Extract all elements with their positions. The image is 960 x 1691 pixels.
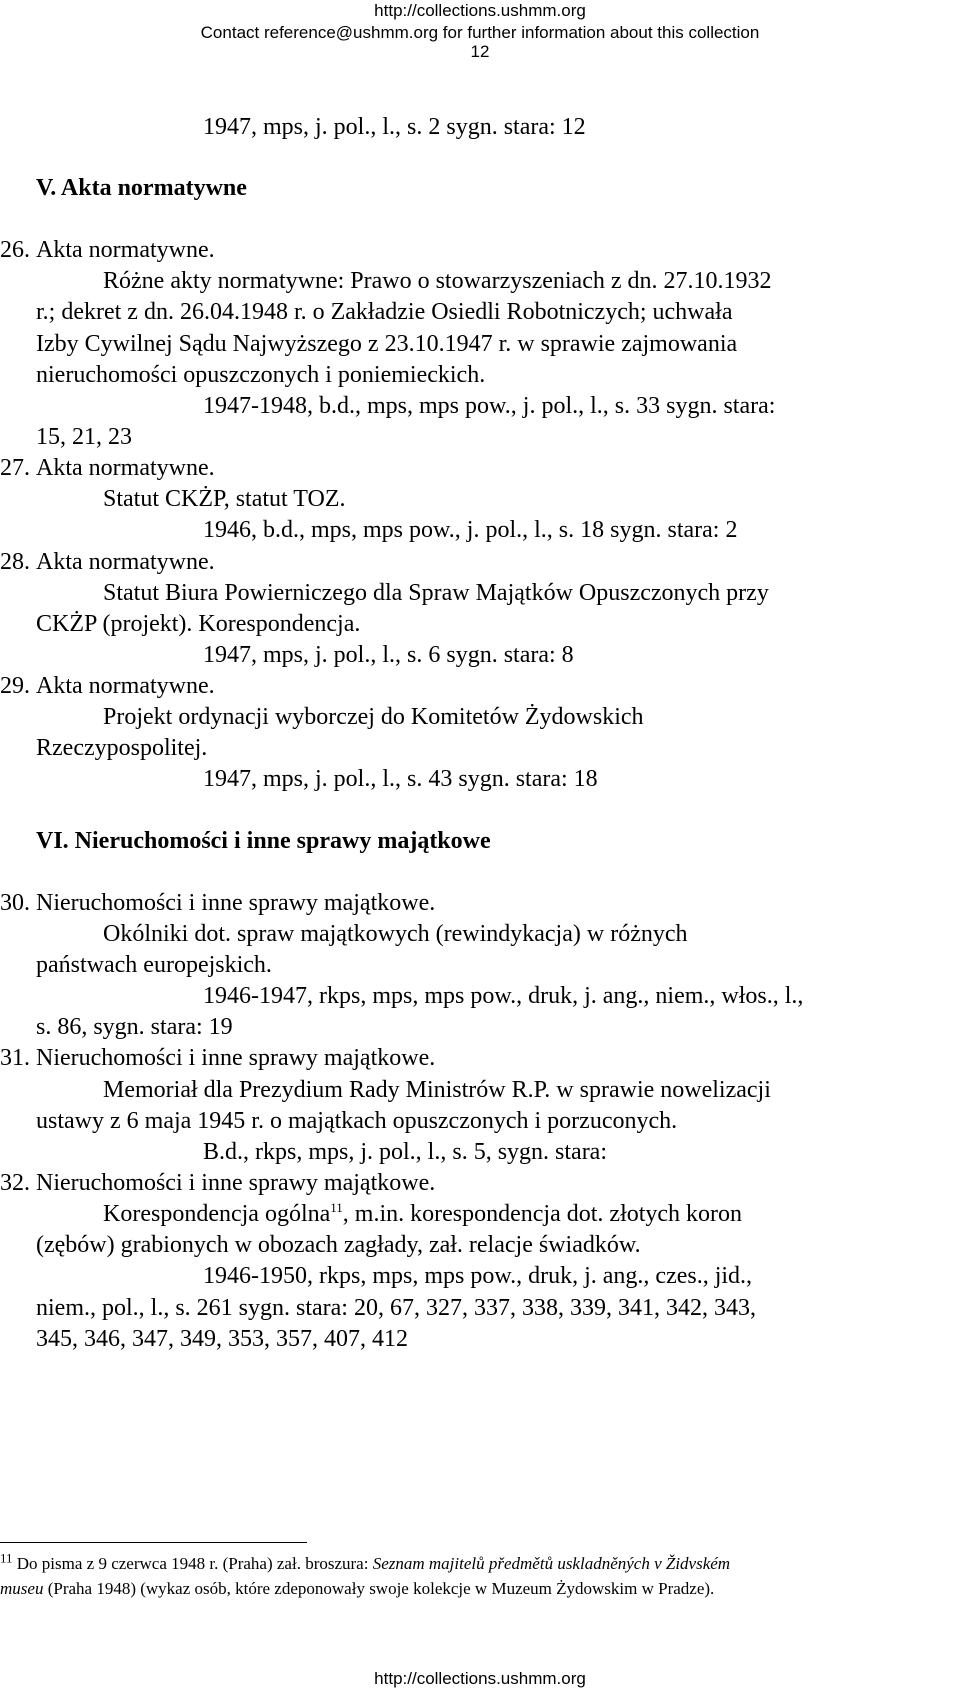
footnote-ref[interactable]: 11 — [330, 1200, 343, 1215]
entry-description: r.; dekret z dn. 26.04.1948 r. o Zakładzie Osiedli Robotniczych; uchwała — [36, 299, 733, 325]
entry-description: Projekt ordynacji wyborczej do Komitetów Żydowskich — [103, 704, 644, 730]
page-number: 12 — [470, 42, 490, 61]
entry-title-text: Akta normatywne. — [36, 455, 215, 481]
entry-description: ustawy z 6 maja 1945 r. o majątkach opuszczonych i porzuconych. — [36, 1108, 678, 1134]
footnote-line-1 — [0, 1550, 731, 1574]
entry-description: CKŻP (projekt). Korespondencja. — [36, 611, 361, 637]
entry-title-text: Akta normatywne. — [36, 237, 215, 263]
footnote-title-italic: museu — [0, 1579, 44, 1598]
entry-description: Różne akty normatywne: Prawo o stowarzyszeniach z dn. 27.10.1932 — [103, 268, 772, 294]
section-heading-v: V. Akta normatywne — [36, 175, 247, 201]
entry-meta: B.d., rkps, mps, j. pol., l., s. 5, sygn. stara: — [203, 1139, 608, 1165]
footnote-text: Do pisma z 9 czerwca 1948 r. (Praha) zał. broszura: — [16, 1554, 373, 1573]
entry-number: 31. — [0, 1045, 30, 1071]
header-url[interactable]: http://collections.ushmm.org — [374, 1, 586, 20]
entry-description: Statut Biura Powierniczego dla Spraw Majątków Opuszczonych przy — [103, 580, 769, 606]
entry-description — [103, 1200, 742, 1228]
entry-number: 32. — [0, 1170, 30, 1196]
footnote-text: (Praha 1948) (wykaz osób, które zdeponowały swoje kolekcje w Muzeum Żydowskim w Pradze). — [43, 1579, 715, 1598]
footnote-marker: 11 — [0, 1550, 13, 1566]
entry-title-text: Nieruchomości i inne sprawy majątkowe. — [36, 890, 436, 916]
entry-meta: 1947-1948, b.d., mps, mps pow., j. pol., l., s. 33 sygn. stara: — [203, 393, 776, 419]
entry-meta: 1946-1950, rkps, mps, mps pow., druk, j. ang., czes., jid., — [203, 1263, 753, 1289]
entry-meta: niem., pol., l., s. 261 sygn. stara: 20, 67, 327, 337, 338, 339, 341, 342, 343, — [36, 1295, 756, 1321]
entry-description: Rzeczypospolitej. — [36, 735, 208, 761]
entry-description: Memoriał dla Prezydium Rady Ministrów R.P. w sprawie nowelizacji — [103, 1077, 771, 1103]
entry-meta: s. 86, sygn. stara: 19 — [36, 1014, 233, 1040]
entry-meta: 1946-1947, rkps, mps, mps pow., druk, j. ang., niem., włos., l., — [203, 983, 804, 1009]
entry-title-text: Akta normatywne. — [36, 549, 215, 575]
header-contact: Contact reference@ushmm.org for further information about this collection — [200, 23, 760, 42]
entry-number: 26. — [0, 237, 30, 263]
entry-meta: 1946, b.d., mps, mps pow., j. pol., l., s. 18 sygn. stara: 2 — [203, 517, 738, 543]
entry-title-text: Akta normatywne. — [36, 673, 215, 699]
entry-description: Okólniki dot. spraw majątkowych (rewindykacja) w różnych — [103, 921, 688, 947]
footer-url[interactable]: http://collections.ushmm.org — [374, 1669, 586, 1688]
entry-description: Statut CKŻP, statut TOZ. — [103, 486, 346, 512]
entry-meta: 1947, mps, j. pol., l., s. 6 sygn. stara: 8 — [203, 642, 574, 668]
entry-description: państwach europejskich. — [36, 952, 272, 978]
entry-number: 29. — [0, 673, 30, 699]
entry-description: Izby Cywilnej Sądu Najwyższego z 23.10.1947 r. w sprawie zajmowania — [36, 331, 738, 357]
entry-title-text: Nieruchomości i inne sprawy majątkowe. — [36, 1045, 436, 1071]
prev-entry-meta: 1947, mps, j. pol., l., s. 2 sygn. stara: 12 — [203, 114, 586, 140]
entry-description: (zębów) grabionych w obozach zagłady, zał. relacje świadków. — [36, 1232, 641, 1258]
entry-meta: 345, 346, 347, 349, 353, 357, 407, 412 — [36, 1326, 408, 1352]
footnote-line-2 — [0, 1578, 714, 1599]
entry-number: 27. — [0, 455, 30, 481]
entry-description-text: Korespondencja ogólna — [103, 1201, 331, 1227]
entry-description: nieruchomości opuszczonych i poniemieckich. — [36, 362, 486, 388]
footnote-rule — [0, 1542, 307, 1543]
section-heading-vi: VI. Nieruchomości i inne sprawy majątkowe — [36, 828, 491, 854]
entry-description-text: , m.in. korespondencja dot. złotych koron — [342, 1201, 743, 1227]
entry-number: 30. — [0, 890, 30, 916]
entry-meta: 1947, mps, j. pol., l., s. 43 sygn. stara: 18 — [203, 766, 598, 792]
entry-number: 28. — [0, 549, 30, 575]
entry-title-text: Nieruchomości i inne sprawy majątkowe. — [36, 1170, 436, 1196]
footnote-title-italic: Seznam majitelů předmětů uskladněných v Židvském — [372, 1554, 731, 1573]
entry-meta: 15, 21, 23 — [36, 424, 132, 450]
